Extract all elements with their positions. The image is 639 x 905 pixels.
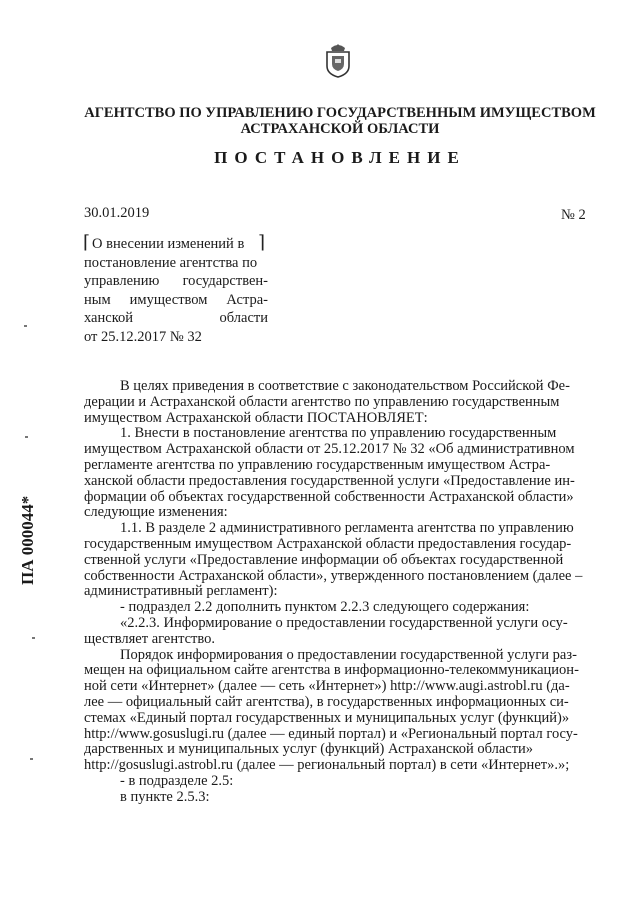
scan-speck: [24, 325, 27, 327]
subject-line: [84, 309, 268, 328]
serial-number-stamp: ПА 000044*: [18, 495, 37, 585]
body-line: - подраздел 2.2 дополнить пунктом 2.2.3 следующего содержания:: [120, 599, 530, 616]
scan-speck: [25, 436, 28, 438]
body-line: следующие изменения:: [84, 504, 228, 521]
subject-line: постановление агентства по: [84, 254, 258, 271]
subject-word: Астра-: [226, 291, 268, 308]
body-line: ществляет агентство.: [84, 630, 215, 647]
body-line: http://gosuslugi.astrobl.ru (далее — региональный портал) в сети «Интернет».»;: [84, 757, 570, 774]
body-line: 1. Внести в постановление агентства по управлению государственным: [120, 425, 557, 442]
document-body: [84, 379, 602, 806]
subject-word: государствен-: [182, 273, 268, 290]
subject-word: имуществом: [129, 291, 208, 308]
body-line: - в подразделе 2.5:: [120, 772, 234, 789]
body-line: http://www.gosuslugi.ru (далее — единый портал) и «Региональный портал госу-: [84, 725, 578, 742]
bracket-close-icon: ⌉: [258, 232, 266, 252]
document-date: 30.01.2019: [84, 205, 150, 221]
body-line: ной сети «Интернет» (далее — сеть «Интернет») http://www.augi.astrobl.ru (да-: [84, 678, 570, 695]
subject-line: [84, 291, 268, 310]
subject-word: ным: [84, 291, 111, 308]
body-line: дерации и Астраханской области агентство по управлению государственным: [84, 393, 560, 410]
body-line: ханской области предоставления государственной услуги «Предоставление ин-: [84, 472, 575, 489]
body-line: дарственных и муниципальных услуг (функций) Астраханской области»: [84, 741, 534, 758]
document-number: № 2: [561, 207, 586, 223]
scan-speck: [30, 758, 33, 760]
document-subject: [84, 235, 268, 347]
subject-word: области: [219, 310, 268, 327]
body-line: ственной услуги «Предоставление информации об объектах государственной: [84, 551, 564, 568]
subject-word: ханской: [84, 310, 134, 327]
document-type-title: ПОСТАНОВЛЕНИЕ: [214, 148, 466, 167]
body-line: административный регламент):: [84, 583, 278, 600]
body-line: государственным имуществом Астраханской области предоставления государ-: [84, 535, 572, 552]
body-line: Порядок информирования о предоставлении государственной услуги раз-: [120, 646, 577, 663]
body-line: «2.2.3. Информирование о предоставлении государственной услуги осу-: [120, 614, 568, 631]
subject-line: О внесении изменений в: [92, 236, 245, 252]
subject-line: от 25.12.2017 № 32: [84, 328, 202, 345]
body-line: собственности Астраханской области», утвержденного постановлением (далее –: [84, 567, 583, 584]
agency-name-line2: АСТРАХАНСКОЙ ОБЛАСТИ: [240, 121, 440, 137]
body-line: имуществом Астраханской области от 25.12.2017 № 32 «Об административном: [84, 441, 575, 458]
body-line: в пункте 2.5.3:: [120, 788, 210, 805]
agency-name-line1: АГЕНТСТВО ПО УПРАВЛЕНИЮ ГОСУДАРСТВЕННЫМ ИМУЩЕСТВОМ: [84, 105, 596, 121]
body-line: имуществом Астраханской области ПОСТАНОВЛЯЕТ:: [84, 409, 428, 426]
body-line: лее — официальный сайт агентства), в государственных информационных си-: [84, 693, 569, 710]
coat-of-arms-emblem: [322, 42, 354, 78]
body-line: формации об объектах государственной собственности Астраханской области»: [84, 488, 574, 505]
body-line: В целях приведения в соответствие с законодательством Российской Фе-: [120, 378, 570, 394]
body-line: регламенте агентства по управлению государственным имуществом Астра-: [84, 456, 551, 473]
subject-line: [84, 272, 268, 291]
scan-speck: [32, 637, 35, 639]
body-line: 1.1. В разделе 2 административного регламента агентства по управлению: [120, 520, 574, 537]
body-line: мещен на официальном сайте агентства в информационно-телекоммуникацион-: [84, 662, 579, 679]
subject-word: управлению: [84, 273, 160, 290]
body-line: стемах «Единый портал государственных и муниципальных услуг (функций)»: [84, 709, 570, 726]
bracket-open-icon: ⌈: [83, 232, 91, 252]
